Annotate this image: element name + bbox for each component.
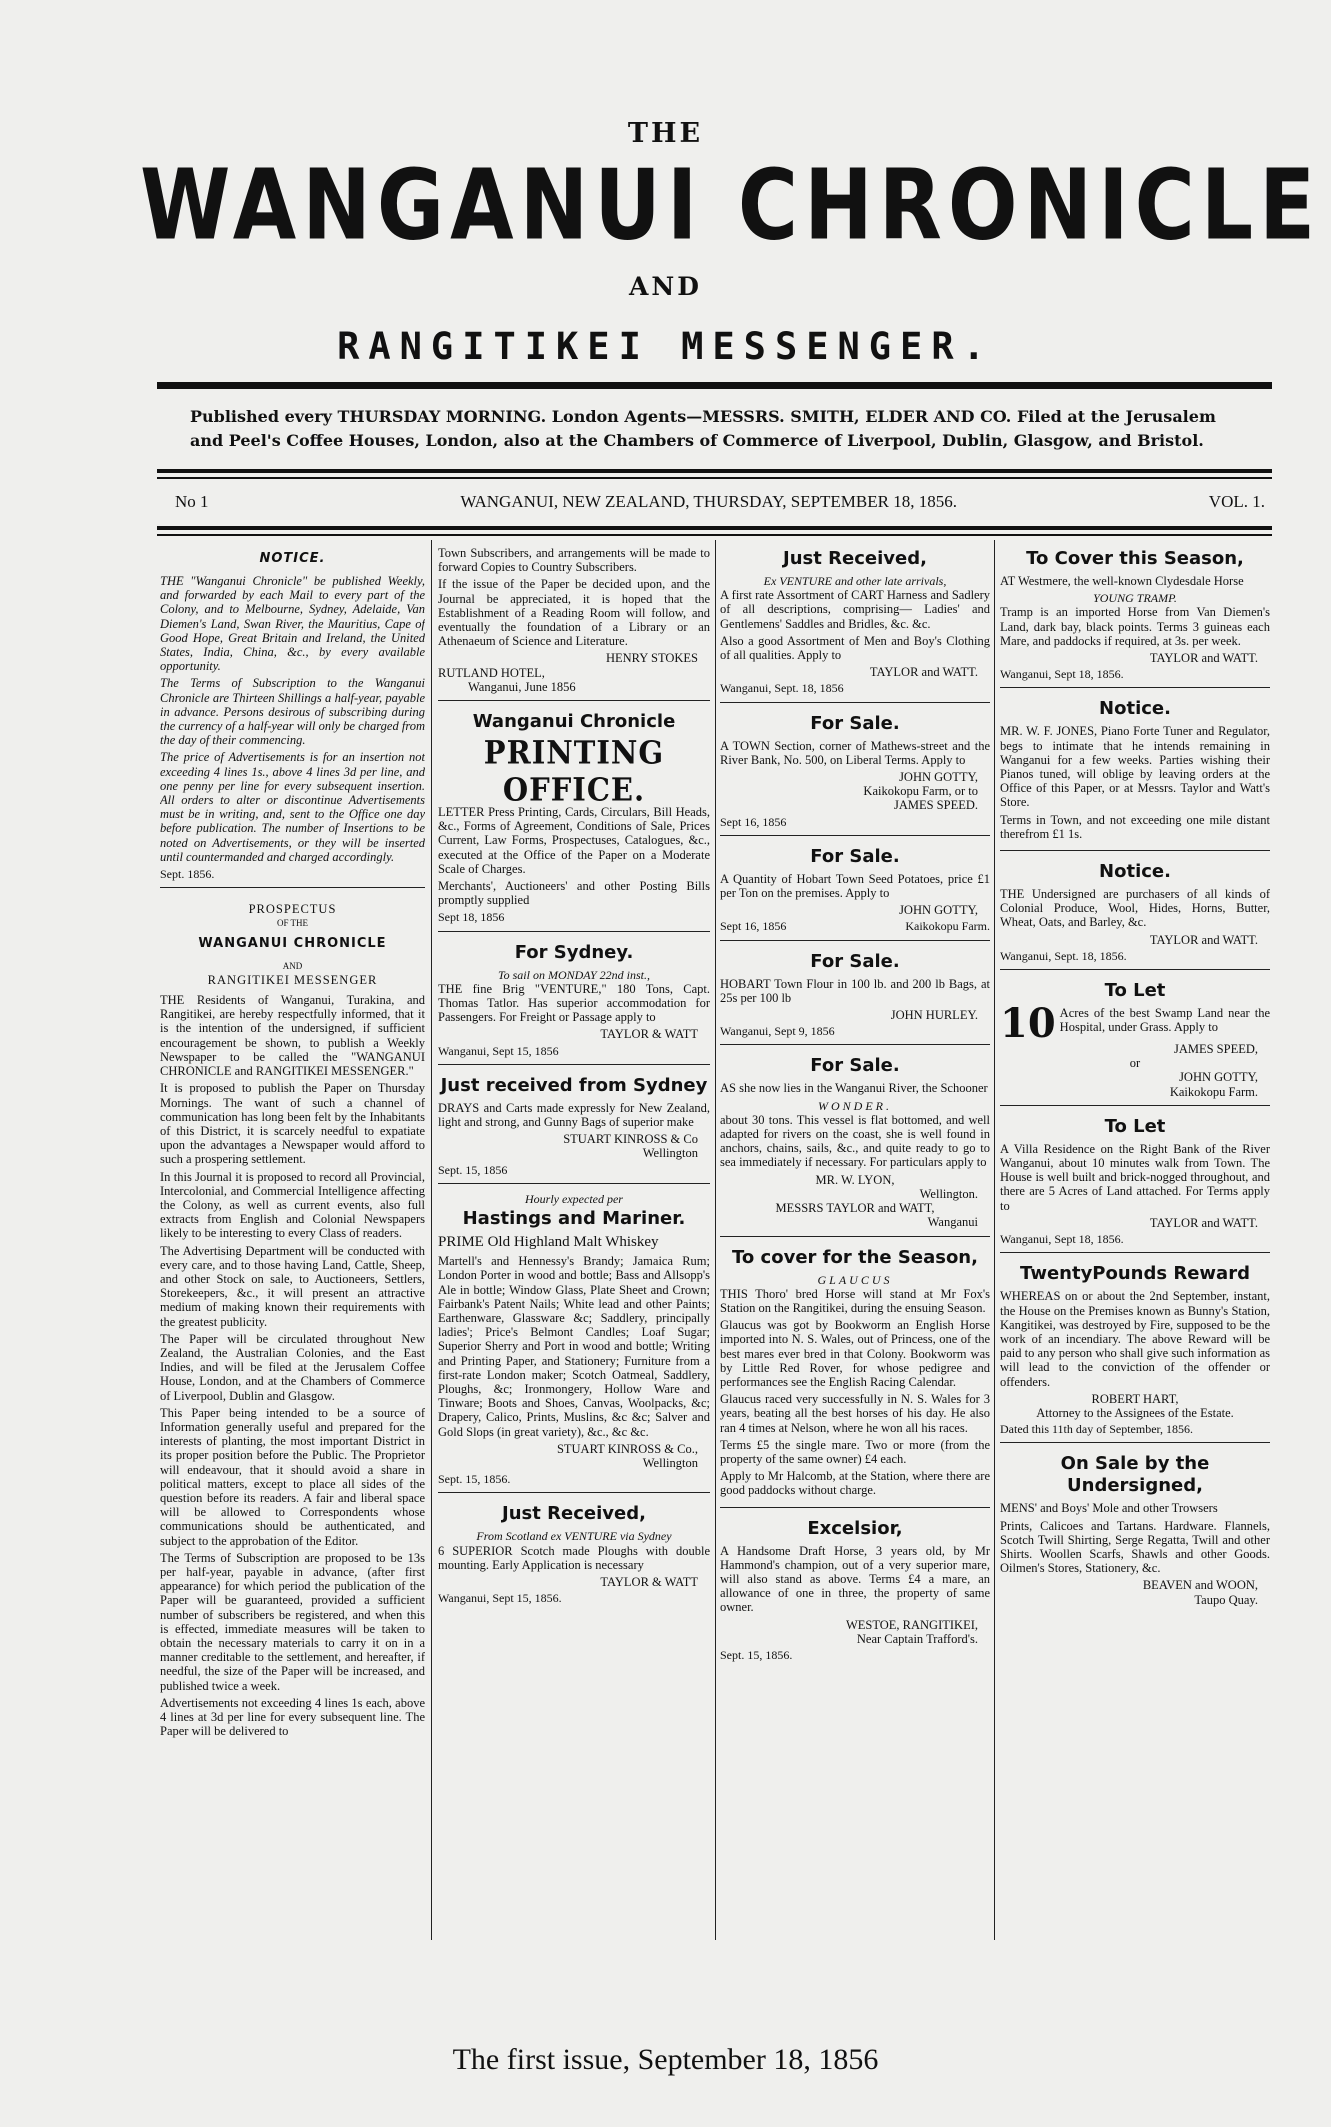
- just-received-ad: [720, 542, 990, 703]
- dateline: [175, 492, 1265, 512]
- prospectus-paragraph: If the issue of the Paper be decided upon, and the Journal be appreciated, it is hoped that the Establishment of a Reading Room will follow, and eventually the foundation of a Library or an Athenaeum of Science and Literature.: [438, 577, 710, 649]
- for-sale-town-section-ad: [720, 707, 990, 836]
- for-sale-signature: JOHN HURLEY.: [890, 1008, 978, 1023]
- for-sale-footer: [720, 919, 990, 933]
- to-cover-glaucus-ad: [720, 1241, 990, 1508]
- horse-name: GLAUCUS: [817, 1272, 893, 1287]
- just-received-ploughs-ad: [438, 1497, 710, 1611]
- page-caption: The first issue, September 18, 1856: [452, 2043, 879, 2076]
- notice-produce-ad: [1000, 855, 1270, 970]
- for-sale-signature: JAMES SPEED.: [893, 798, 978, 813]
- hastings-mariner-lead: PRIME Old Highland Malt Whiskey: [438, 1234, 659, 1251]
- printing-office-body: Merchants', Auctioneers' and other Posting Bills promptly supplied: [438, 879, 710, 908]
- for-sydney-heading: For Sydney.: [514, 941, 634, 963]
- to-cover-body: Terms £5 the single mare. Two or more (from the property of the same owner) £4 each.: [720, 1437, 990, 1466]
- reward-ad: [1000, 1257, 1270, 1443]
- notice-signature: TAYLOR and WATT.: [1149, 932, 1258, 947]
- prospectus-paragraph: The Advertising Department will be conducted with every care, and to those having Land, Cattle, Sheep, and other Stock on sale, to Auctioneers, Settlers, Storekeepers, &c., it will present an attractive medium of making known their requirements with the greatest publicity.: [160, 1243, 425, 1329]
- for-sale-signature: Wanganui: [927, 1215, 978, 1230]
- on-sale-signature: Taupo Quay.: [1194, 1592, 1258, 1607]
- notice-ad: [160, 542, 425, 888]
- excelsior-heading: Excelsior,: [807, 1517, 903, 1539]
- to-cover-body: Glaucus raced very successfully in N. S. Wales for 3 years, beating all the best horses of his day. He also ran 4 times at Nelson, where he won all his races.: [720, 1392, 990, 1435]
- printing-office-title: PRINTING OFFICE.: [483, 733, 665, 809]
- just-received-ploughs-heading: Just Received,: [502, 1503, 646, 1525]
- hastings-mariner-place: Wellington: [642, 1455, 698, 1470]
- hastings-mariner-ad: [438, 1188, 710, 1493]
- dateline-rule-bottom: [157, 526, 1272, 530]
- hastings-mariner-signature: STUART KINROSS & Co.,: [556, 1441, 698, 1456]
- excelsior-date: Sept. 15, 1856.: [720, 1647, 793, 1662]
- prospectus-subtitle: RANGITIKEI MESSENGER: [207, 972, 378, 987]
- to-let-villa-ad: [1000, 1110, 1270, 1253]
- for-sale-schooner-ad: [720, 1049, 990, 1236]
- notice-paragraph: The Terms of Subscription to the Wanganui Chronicle are Thirteen Shillings a half-year, payable in advance. Persons desirous of subscribing during the currency of a half-year will only be charged from the day of their commencing.: [160, 676, 425, 748]
- just-received-signature: TAYLOR and WATT.: [869, 665, 978, 680]
- for-sale-date: Sept 16, 1856: [720, 919, 787, 934]
- for-sale-heading: For Sale.: [810, 845, 900, 867]
- prospectus-date: Wanganui, June 1856: [468, 679, 576, 694]
- prospectus-place: RUTLAND HOTEL,: [438, 665, 545, 680]
- to-let-signature: TAYLOR and WATT.: [1149, 1215, 1258, 1230]
- to-let-land-ad: [1000, 974, 1270, 1106]
- dateline-rule-bottom-thin: [157, 534, 1272, 536]
- prospectus-heading: PROSPECTUS: [248, 902, 337, 917]
- for-sale-heading: For Sale.: [810, 950, 900, 972]
- prospectus-paragraph: In this Journal it is proposed to record all Provincial, Intercolonial, and Commercial Intelligence affecting the Colony, as well as current events, also full extracts from English and Colonial Newspapers likely to be interesting to every Class of readers.: [160, 1169, 425, 1241]
- for-sale-signature: MESSRS TAYLOR and WATT,: [775, 1201, 935, 1216]
- notice-body: Terms in Town, and not exceeding one mile distant therefrom £1 1s.: [1000, 812, 1270, 841]
- excelsior-body: A Handsome Draft Horse, 3 years old, by Mr Hammond's champion, out of a very superior mare, will also stand as above. Terms £4 a mare, an allowance of one in three, the property of same owner.: [720, 1543, 990, 1615]
- excelsior-signature: WESTOE, RANGITIKEI,: [845, 1617, 978, 1632]
- for-sale-heading: For Sale.: [810, 1055, 900, 1077]
- to-cover-body: THIS Thoro' bred Horse will stand at Mr Fox's Station on the Rangitikei, during the ensuing Season.: [720, 1286, 990, 1315]
- on-sale-ad: [1000, 1447, 1270, 1612]
- to-cover-signature: TAYLOR and WATT.: [1149, 651, 1258, 666]
- to-cover-heading: To Cover this Season,: [1026, 548, 1244, 569]
- prospectus-title: WANGANUI CHRONICLE: [198, 935, 387, 951]
- to-cover-body: Glaucus was got by Bookworm an English Horse imported into N. S. Wales, out of Princess, one of the best mares ever bred in that Colony. Bookworm was by Little Red Rover, for whose pedigree and performances see the English Racing Calendar.: [720, 1318, 990, 1389]
- horse-name: YOUNG TRAMP.: [1093, 591, 1177, 606]
- hastings-mariner-subheading: Hourly expected per: [525, 1191, 623, 1206]
- for-sydney-signature: TAYLOR & WATT: [600, 1027, 698, 1042]
- publication-line: Published every THURSDAY MORNING. London Agents—MESSRS. SMITH, ELDER AND CO. Filed at the Jerusalem and Peel's Coffee Houses, London, also at the Chambers of Commerce of Liverpool, Dublin, Glasgow, and Bristol.: [190, 407, 1216, 450]
- notice-heading: NOTICE.: [259, 551, 326, 566]
- just-received-ploughs-date: Wanganui, Sept 15, 1856.: [438, 1591, 562, 1606]
- to-let-signature: Kaikokopu Farm.: [1169, 1084, 1258, 1099]
- column-divider: [431, 540, 432, 1940]
- notice-body: THE Undersigned are purchasers of all kinds of Colonial Produce, Wool, Hides, Horns, Butter, Wheat, Oats, and Barley, &c.: [1000, 887, 1270, 930]
- printing-office-heading: Wanganui Chronicle: [472, 711, 676, 733]
- just-received-body: A first rate Assortment of CART Harness and Sadlery of all descriptions, comprising— Ladies' and Gentlemens' Saddles and Bridles, &c. &c.: [720, 588, 990, 631]
- notice-paragraph: The price of Advertisements is for an insertion not exceeding 4 lines 1s., above 4 lines 3d per line, and one penny per line for every subsequent insertion. All orders to alter or discontinue Advertisements must be in writing, and, sent to the Office one day before publication. The number of Insertions to be noted on Advertisements, or they will be inserted until countermanded and charged accordingly.: [160, 750, 425, 864]
- printing-office-date: Sept 18, 1856: [438, 910, 505, 925]
- for-sale-signature: Kaikokopu Farm, or to: [863, 784, 978, 799]
- excelsior-signature: Near Captain Trafford's.: [856, 1631, 978, 1646]
- prospectus-continued: [438, 542, 710, 701]
- notice-date: Sept. 1856.: [160, 867, 215, 882]
- masthead-title: WANGANUI CHRONICLE: [140, 150, 1322, 263]
- for-sale-body: HOBART Town Flour in 100 lb. and 200 lb Bags, at 25s per 100 lb: [720, 976, 990, 1005]
- just-received-sydney-body: DRAYS and Carts made expressly for New Zealand, light and strong, and Gunny Bags of superior make: [438, 1100, 710, 1130]
- hastings-mariner-date: Sept. 15, 1856.: [438, 1472, 511, 1487]
- dateline-rule-top: [157, 469, 1272, 473]
- to-cover-body: AT Westmere, the well-known Clydesdale Horse: [1000, 574, 1244, 588]
- masthead-and: AND: [629, 272, 702, 301]
- for-sydney-date: Wanganui, Sept 15, 1856: [438, 1043, 559, 1058]
- on-sale-signature: BEAVEN and WOON,: [1142, 1578, 1258, 1593]
- to-cover-body: Tramp is an imported Horse from Van Diemen's Land, dark bay, black points. Terms 3 guineas each Mare, and paddocks if required, at 3s. per week.: [1000, 605, 1270, 648]
- for-sale-body: A Quantity of Hobart Town Seed Potatoes, price £1 per Ton on the premises. Apply to: [720, 871, 990, 901]
- to-cover-young-tramp-ad: [1000, 542, 1270, 688]
- prospectus-paragraph: This Paper being intended to be a source of Information generally useful and prepared for the interests of planting, the most important District in its proper position before the Public. The Proprietor will endeavour, that it should avoid a share in political matters, except to place all sides of the question before its readers. A fair and liberal space will be allowed to Correspondents whose communications should be authenticated, and subject to the approbation of the Editor.: [160, 1405, 425, 1548]
- prospectus-article: [160, 892, 425, 1747]
- printing-office-ad: [438, 705, 710, 932]
- hastings-mariner-heading: Hastings and Mariner.: [462, 1208, 686, 1230]
- reward-date: Dated this 11th day of September, 1856.: [1000, 1422, 1194, 1437]
- just-received-sydney-place: Wellington: [642, 1146, 698, 1161]
- for-sale-date: Wanganui, Sept 9, 1856: [720, 1024, 835, 1039]
- reward-body: WHEREAS on or about the 2nd September, instant, the House on the Premises known as Bunny's Station, Kangitikei, was destroyed by Fire, supposed to be the work of an incendiary. The above Reward will be paid to any person who shall give such information as will lead to the conviction of the offender or offenders.: [1000, 1289, 1270, 1389]
- just-received-ploughs-subheading: From Scotland ex VENTURE via Sydney: [476, 1529, 672, 1544]
- issue-number: No 1: [175, 492, 209, 511]
- just-received-ploughs-signature: TAYLOR & WATT: [600, 1574, 698, 1589]
- for-sale-signature: JOHN GOTTY,: [899, 770, 978, 785]
- just-received-sydney-date: Sept. 15, 1856: [438, 1162, 508, 1177]
- for-sydney-ad: [438, 936, 710, 1065]
- to-let-signature: JOHN GOTTY,: [1179, 1070, 1258, 1085]
- reward-signature: Attorney to the Assignees of the Estate.: [1036, 1405, 1234, 1420]
- schooner-name: WONDER.: [818, 1098, 892, 1113]
- for-sale-signature: JOHN GOTTY,: [899, 903, 978, 918]
- for-sale-body: A TOWN Section, corner of Mathews-street and the River Bank, No. 500, on Liberal Terms. Apply to: [720, 738, 990, 767]
- column-1: [160, 542, 425, 1935]
- for-sale-heading: For Sale.: [810, 712, 900, 734]
- dateline-rule-top-thin: [157, 477, 1272, 479]
- to-cover-heading: To cover for the Season,: [732, 1246, 978, 1268]
- for-sale-flour-ad: [720, 945, 990, 1046]
- to-let-body: A Villa Residence on the Right Bank of the River Wanganui, about 10 minutes walk from Town. The House is well built and brick-nogged throughout, and there are 5 Acres of Land attached. For Terms apply to: [1000, 1141, 1270, 1213]
- for-sale-date: Sept 16, 1856: [720, 814, 787, 829]
- for-sale-body: AS she now lies in the Wanganui River, the Schooner: [720, 1081, 988, 1096]
- prospectus-paragraph: THE Residents of Wanganui, Turakina, and Rangitikei, are hereby respectfully informed, that it is the intention of the undersigned, if sufficient encouragement be shown, to publish a Weekly Newspaper to be called the "WANGANUI CHRONICLE and RANGITIKEI MESSENGER.": [160, 993, 425, 1079]
- to-let-acre-count: 10: [1000, 1000, 1056, 1048]
- for-sale-body: about 30 tons. This vessel is flat bottomed, and well adapted for rivers on the coast, she is well found in anchors, chains, sails, &c., and quite ready to go to sea immediately if necessary. For particulars apply to: [720, 1112, 990, 1170]
- masthead-the: THE: [627, 118, 704, 149]
- for-sale-signature: Wellington.: [919, 1186, 978, 1201]
- for-sale-place: Kaikokopu Farm.: [905, 919, 990, 934]
- just-received-sydney-ad: [438, 1069, 710, 1184]
- prospectus-paragraph: Advertisements not exceeding 4 lines 1s each, above 4 lines at 3d per line for every subsequent line. The Paper will be delivered to: [160, 1695, 425, 1739]
- just-received-ploughs-body: 6 SUPERIOR Scotch made Ploughs with double mounting. Early Application is necessary: [438, 1543, 710, 1572]
- notice-body: MR. W. F. JONES, Piano Forte Tuner and Regulator, begs to intimate that he intends remaining in Wanganui for a few weeks. Parties wishing their Pianos tuned, will oblige by leaving orders at the Office of this Paper, or at Messrs. Taylor and Watt's Store.: [1000, 724, 1270, 810]
- excelsior-ad: [720, 1512, 990, 1669]
- on-sale-body: MENS' and Boys' Mole and other Trowsers: [1000, 1501, 1218, 1516]
- column-divider: [715, 540, 716, 1940]
- notice-paragraph: THE "Wanganui Chronicle" be published Weekly, and forwarded by each Mail to every part of the Colony, and to Melbourne, Sydney, Adelaide, Van Diemen's Land, Swan River, the Mauritius, Cape of Good Hope, Great Britain and Ireland, the United States, India, China, &c., by every available opportunity.: [160, 574, 425, 674]
- prospectus-of: OF THE: [276, 918, 309, 929]
- just-received-body: Also a good Assortment of Men and Boy's Clothing of all qualities. Apply to: [720, 633, 990, 663]
- on-sale-items: Prints, Calicoes and Tartans. Hardware. Flannels, Scotch Twill Shirting, Serge Regatta, Twill and other Shirts. Woollen Scarfs, Shawls and other Goods. Oilmen's Stores, Stationery, &c.: [1000, 1518, 1270, 1576]
- just-received-sydney-heading: Just received from Sydney: [440, 1074, 708, 1096]
- column-3: [720, 542, 990, 1935]
- prospectus-paragraph: It is proposed to publish the Paper on Thursday Mornings. The want of such a channel of communication has long been felt by the Inhabitants of this District, it is scarcely needful to expatiate upon the advantages a Newspaper would afford to such a prospering settlement.: [160, 1081, 425, 1167]
- hastings-mariner-items: Martell's and Hennessy's Brandy; Jamaica Rum; London Porter in wood and bottle; Bass and Allsopp's Ale in bottle; Window Glass, Plate Sheet and Crown; Fairbank's Patent Nails; White lead and other Paints; Earthenware, Glassware &c; Saddlery, principally ladies'; Price's Belmont Candles; Loaf Sugar; Superior Sherry and Port in wood and bottle; Writing and Printing Paper, and Stationery; Furniture from a first-rate London maker; Scotch Oatmeal, Saddlery, Ploughs, &c; Ironmongery, Hollow Ware and Tinware; Boots and Shoes, Canvas, Woolpacks, &c; Drapery, Calico, Prints, Muslins, &c &c; Salver and Gold Slops (in great variety), &c., &c &c.: [438, 1254, 710, 1439]
- prospectus-and: AND: [282, 960, 303, 971]
- just-received-sydney-signature: STUART KINROSS & Co: [563, 1132, 698, 1147]
- just-received-subheading: Ex VENTURE and other late arrivals,: [763, 574, 947, 588]
- for-sydney-body: THE fine Brig "VENTURE," 180 Tons, Capt. Thomas Tatlor. Has superior accommodation for Passengers. For Freight or Passage apply to: [438, 981, 710, 1025]
- issue-volume: VOL. 1.: [1208, 492, 1265, 511]
- just-received-heading: Just Received,: [783, 548, 927, 569]
- to-let-or: or: [1129, 1056, 1141, 1071]
- for-sale-potatoes-ad: [720, 840, 990, 941]
- prospectus-paragraph: Town Subscribers, and arrangements will be made to forward Copies to Country Subscribers.: [438, 546, 710, 575]
- on-sale-heading: On Sale by the Undersigned,: [1060, 1453, 1210, 1497]
- reward-heading: TwentyPounds Reward: [1020, 1263, 1250, 1285]
- notice-heading: Notice.: [1099, 698, 1171, 720]
- masthead-subtitle: RANGITIKEI MESSENGER.: [337, 325, 994, 368]
- just-received-date: Wanganui, Sept. 18, 1856: [720, 681, 844, 696]
- printing-office-body: LETTER Press Printing, Cards, Circulars, Bill Heads, &c., Forms of Agreement, Conditions of Sale, Prices Current, Law Forms, Prospectuses, Catalogues, &c., executed at the Office of the Paper on a Moderate Scale of Charges.: [438, 805, 710, 876]
- notice-piano-ad: [1000, 692, 1270, 851]
- masthead-rule: [157, 382, 1272, 389]
- notice-date: Wanganui, Sept. 18, 1856.: [1000, 948, 1127, 963]
- column-4: [1000, 542, 1270, 1935]
- issue-place-date: WANGANUI, NEW ZEALAND, THURSDAY, SEPTEMBER 18, 1856.: [460, 492, 957, 511]
- to-let-date: Wanganui, Sept 18, 1856.: [1000, 1232, 1124, 1247]
- for-sale-signature: MR. W. LYON,: [815, 1172, 895, 1187]
- column-divider: [994, 540, 995, 1940]
- prospectus-signature: HENRY STOKES: [605, 651, 698, 666]
- to-let-heading: To Let: [1104, 980, 1166, 1002]
- reward-signature: ROBERT HART,: [1091, 1391, 1179, 1406]
- to-cover-date: Wanganui, Sept 18, 1856.: [1000, 667, 1124, 682]
- prospectus-paragraph: The Terms of Subscription are proposed to be 13s per half-year, payable in advance, (after first appearance) for which period the publication of the Paper will be guaranteed, provided a sufficient number of subscribers be registered, and when this is effected, immediate measures will be taken to obtain the necessary materials to carry it on in a manner creditable to the settlement, and hereafter, if needful, the size of the Paper will be increased, and published twice a week.: [160, 1550, 425, 1693]
- to-let-heading: To Let: [1104, 1115, 1166, 1137]
- for-sydney-subheading: To sail on MONDAY 22nd inst.,: [498, 967, 650, 982]
- notice-heading: Notice.: [1099, 861, 1171, 883]
- prospectus-paragraph: The Paper will be circulated throughout New Zealand, the Australian Colonies, and the East Indies, and will be filed at the Jerusalem Coffee House, London, and at the Chambers of Commerce of Liverpool, Dublin and Glasgow.: [160, 1331, 425, 1403]
- to-cover-body: Apply to Mr Halcomb, at the Station, where there are good paddocks without charge.: [720, 1469, 990, 1498]
- to-let-body: Acres of the best Swamp Land near the Hospital, under Grass. Apply to: [1059, 1006, 1270, 1035]
- to-let-signature: JAMES SPEED,: [1173, 1042, 1258, 1057]
- column-2: [438, 542, 710, 1935]
